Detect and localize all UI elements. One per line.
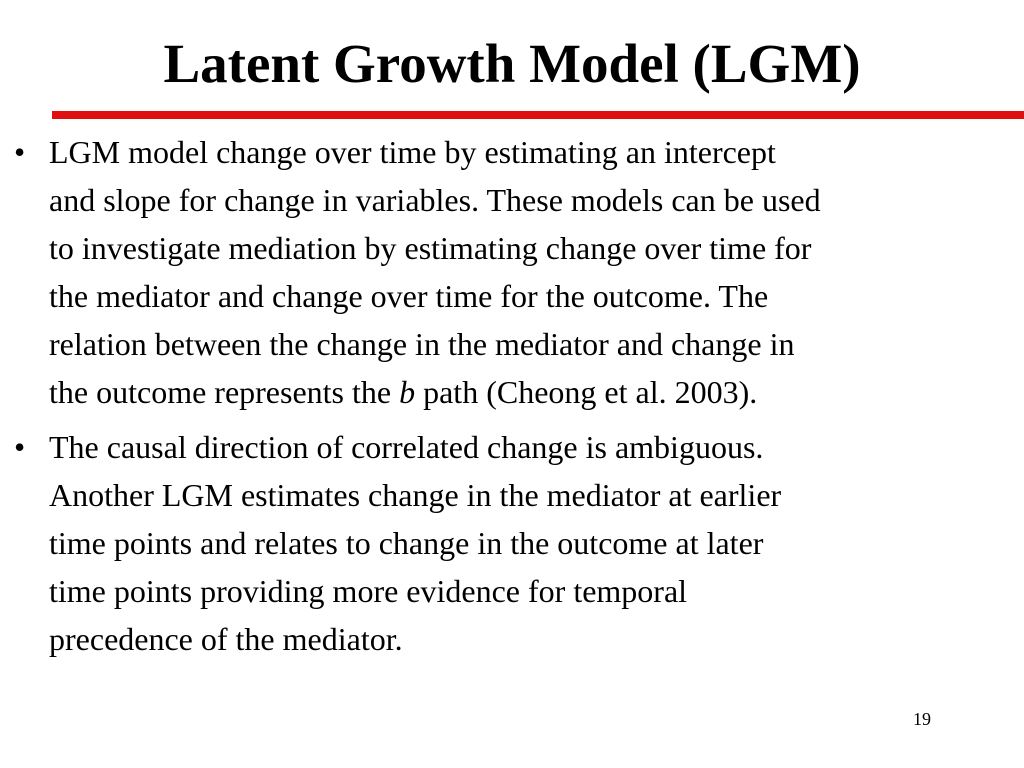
bullet-line: time points providing more evidence for temporal — [49, 573, 688, 609]
bullet-line: time points and relates to change in the outcome at later — [49, 525, 764, 561]
bullet-line: the mediator and change over time for the outcome. The — [49, 278, 769, 314]
bullet-line: to investigate mediation by estimating change over time for — [49, 230, 812, 266]
bullet-line-suffix: path (Cheong et al. 2003). — [415, 374, 758, 410]
page-number: 19 — [913, 709, 931, 729]
italic-path-label: b — [399, 374, 416, 410]
bullet-line-prefix: the outcome represents the — [49, 374, 400, 410]
bullet-line-last — [49, 368, 1014, 416]
slide-title: Latent Growth Model (LGM) — [163, 33, 861, 94]
bullet-list — [14, 128, 1014, 670]
bullet-line: relation between the change in the mediator and change in — [49, 326, 795, 362]
bullet-text — [49, 423, 1014, 663]
title-underline-rule — [52, 111, 1024, 119]
bullet-line: Another LGM estimates change in the mediator at earlier — [49, 477, 782, 513]
bullet-marker: • — [14, 429, 26, 465]
bullet-marker: • — [14, 134, 26, 170]
bullet-item-lgm-definition — [14, 128, 1014, 416]
bullet-line: and slope for change in variables. These models can be used — [49, 182, 821, 218]
bullet-item-causal-direction — [14, 423, 1014, 663]
bullet-line: LGM model change over time by estimating an intercept — [49, 134, 776, 170]
bullet-line: The causal direction of correlated change is ambiguous. — [49, 429, 764, 465]
bullet-text — [49, 128, 1014, 416]
bullet-line: precedence of the mediator. — [49, 621, 403, 657]
